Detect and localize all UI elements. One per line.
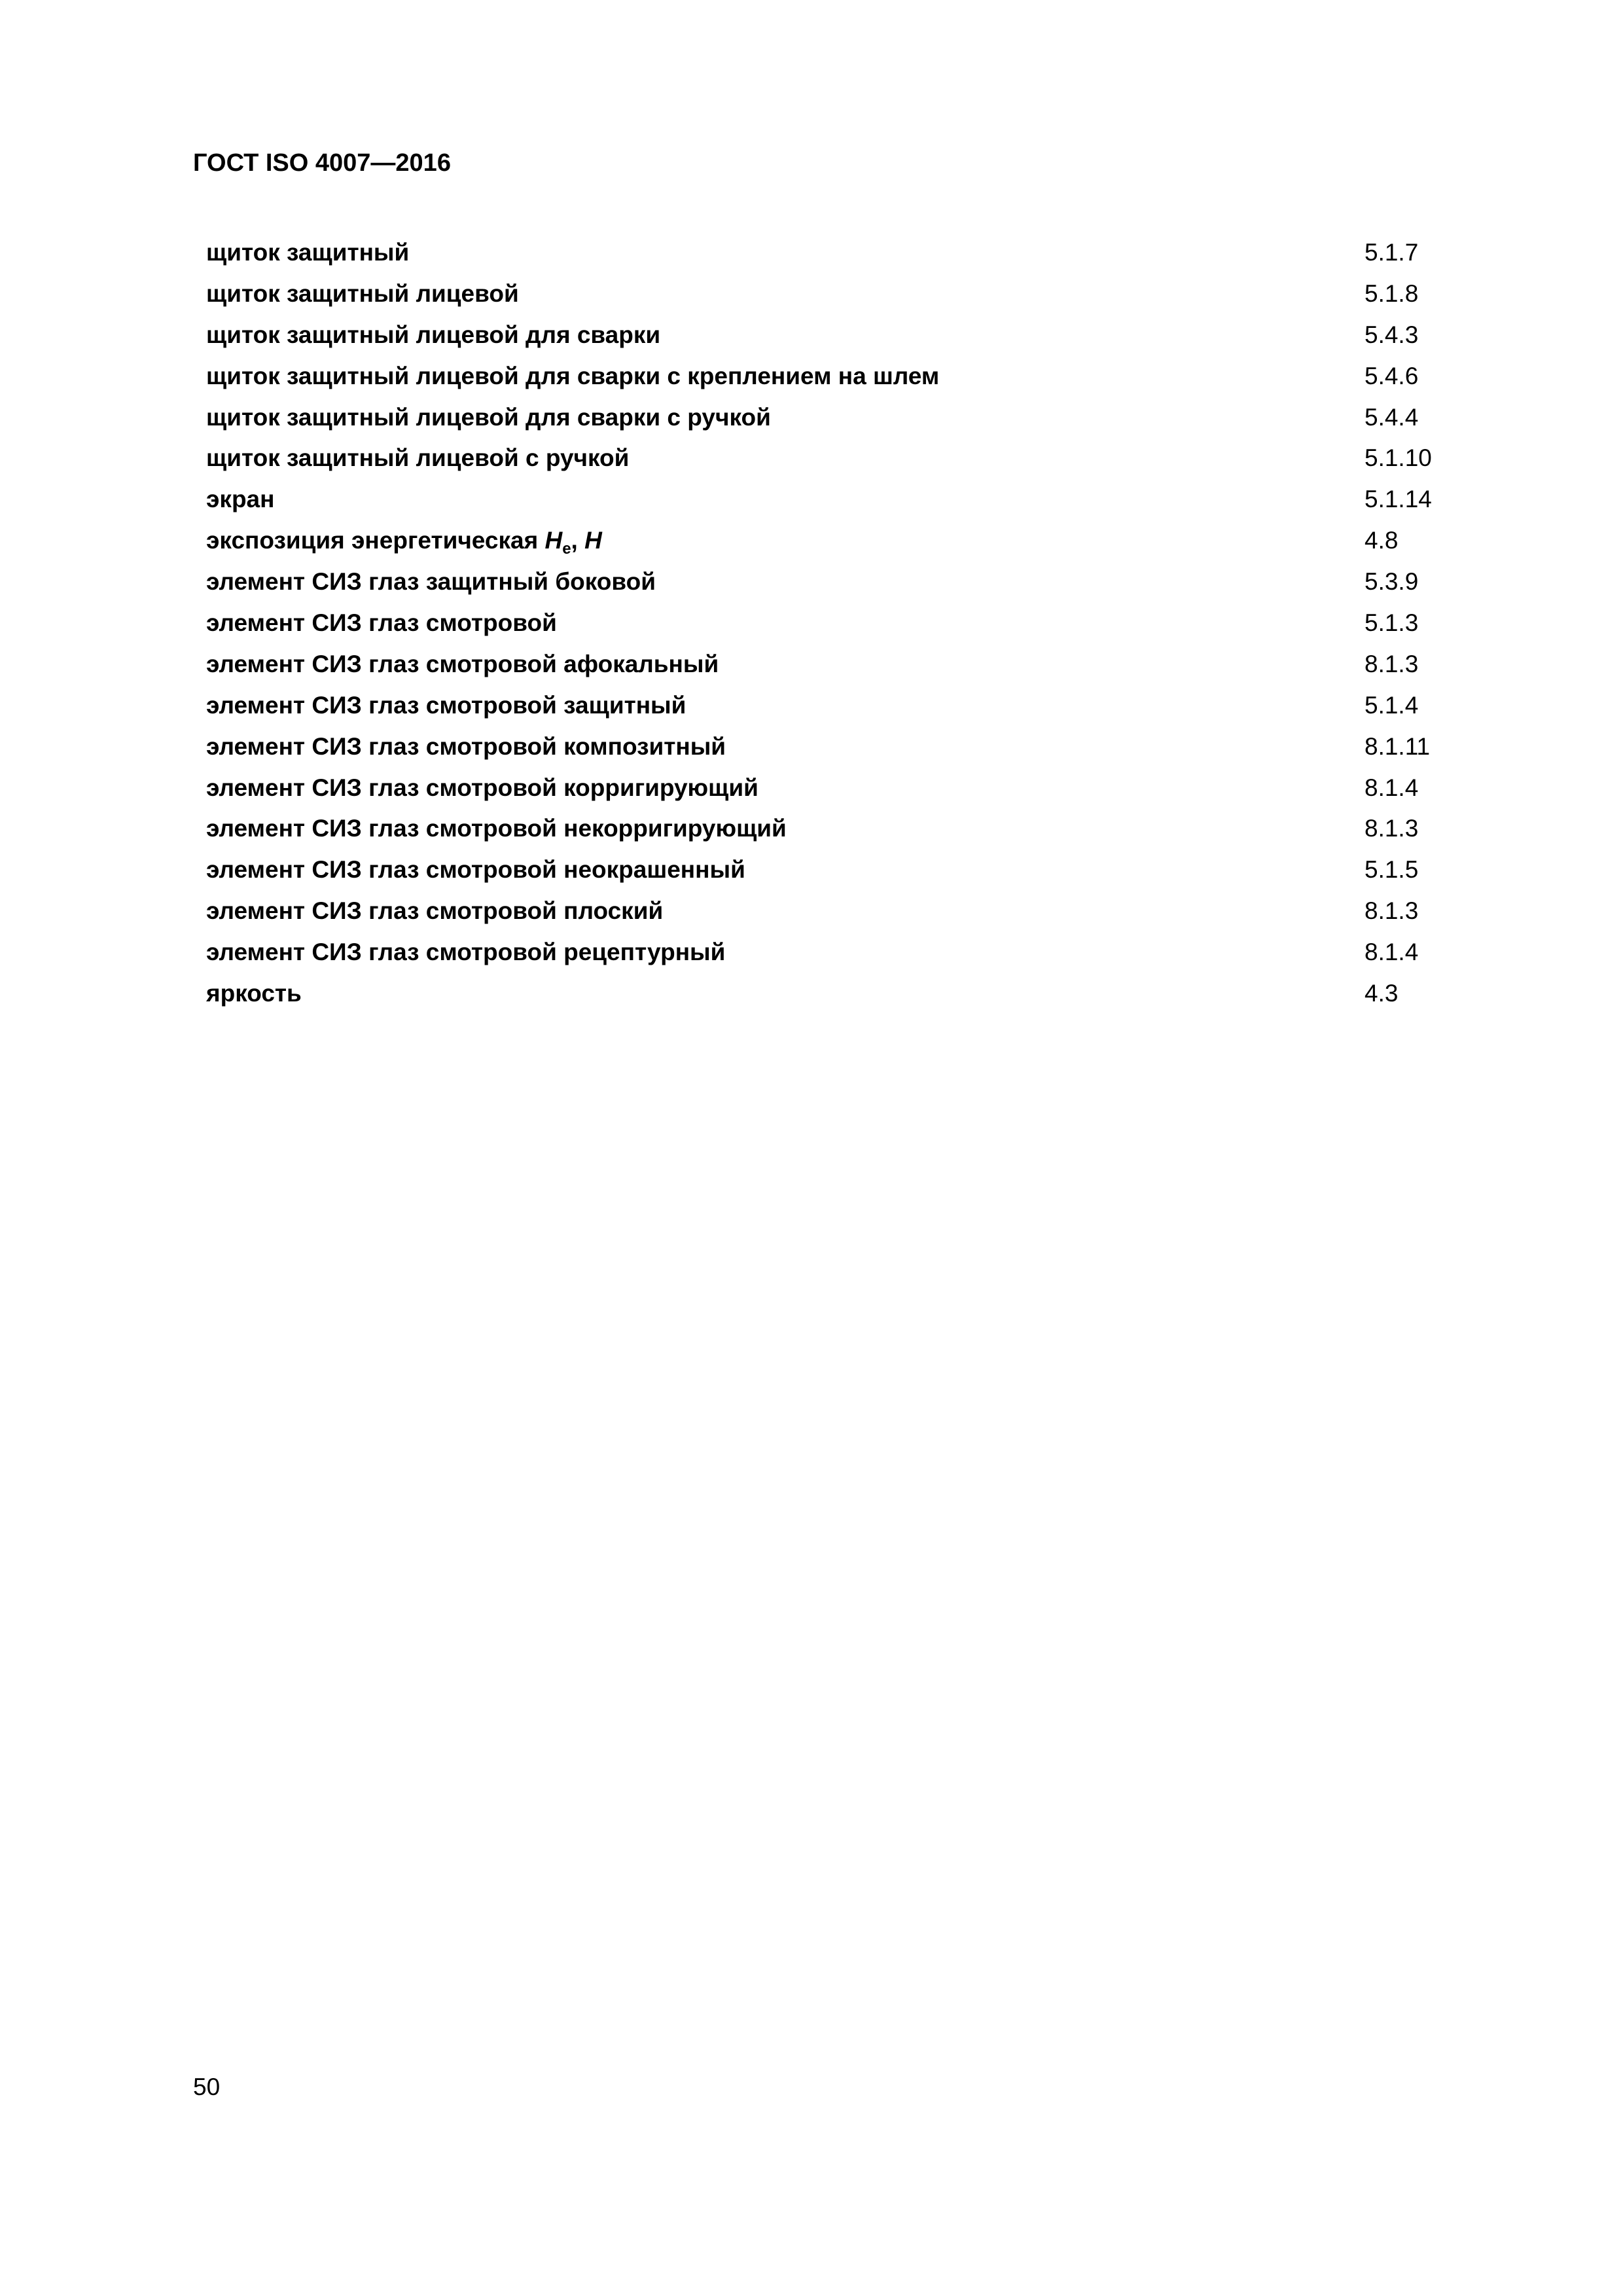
index-term: элемент СИЗ глаз смотровой некорригирующий — [206, 815, 787, 842]
index-entry — [206, 768, 1482, 809]
index-ref: 5.1.14 — [1364, 486, 1432, 513]
index-term: элемент СИЗ глаз смотровой рецептурный — [206, 939, 726, 966]
symbol-h-alt: H — [584, 527, 602, 554]
index-ref: 5.1.8 — [1364, 279, 1419, 307]
index-entry — [206, 932, 1482, 973]
index-entry — [206, 562, 1482, 603]
index-entry — [206, 479, 1482, 520]
index-term: щиток защитный лицевой для сварки с ручкой — [206, 403, 771, 431]
symbol-separator: , — [571, 527, 585, 554]
page-header: ГОСТ ISO 4007—2016 — [193, 149, 451, 177]
index-ref: 5.4.3 — [1364, 321, 1419, 348]
index-ref: 8.1.11 — [1364, 732, 1431, 760]
symbol-subscript: e — [562, 540, 571, 558]
index-term: элемент СИЗ глаз смотровой — [206, 609, 557, 637]
index-ref: 5.4.6 — [1364, 362, 1419, 389]
index-term: элемент СИЗ глаз смотровой защитный — [206, 691, 687, 719]
index-entry — [206, 850, 1482, 891]
index-entry — [206, 808, 1482, 850]
index-ref: 4.8 — [1364, 527, 1399, 554]
index-ref: 5.4.4 — [1364, 403, 1419, 431]
index-term: элемент СИЗ глаз защитный боковой — [206, 568, 656, 596]
index-entry — [206, 438, 1482, 479]
index-ref: 5.1.7 — [1364, 239, 1419, 266]
page-number: 50 — [193, 2073, 221, 2100]
index-list — [206, 232, 1482, 1014]
index-ref: 5.3.9 — [1364, 568, 1419, 596]
index-entry — [206, 973, 1482, 1014]
index-ref: 5.1.10 — [1364, 444, 1432, 472]
index-ref: 8.1.4 — [1364, 939, 1419, 966]
index-entry — [206, 726, 1482, 768]
index-ref: 5.1.5 — [1364, 856, 1419, 884]
index-term: щиток защитный лицевой с ручкой — [206, 444, 630, 472]
index-term: щиток защитный лицевой для сварки — [206, 321, 661, 348]
index-term: элемент СИЗ глаз смотровой афокальный — [206, 650, 719, 677]
index-ref: 8.1.3 — [1364, 897, 1419, 925]
index-ref: 8.1.3 — [1364, 815, 1419, 842]
index-entry — [206, 644, 1482, 685]
index-term: щиток защитный лицевой — [206, 279, 519, 307]
index-entry — [206, 685, 1482, 726]
index-entry — [206, 232, 1482, 274]
index-term: элемент СИЗ глаз смотровой композитный — [206, 732, 726, 760]
symbol-h: H — [544, 527, 563, 554]
index-ref: 8.1.4 — [1364, 774, 1419, 801]
index-ref: 5.1.4 — [1364, 691, 1419, 719]
index-ref: 8.1.3 — [1364, 650, 1419, 677]
index-term — [206, 520, 602, 562]
index-ref: 5.1.3 — [1364, 609, 1419, 637]
index-term: яркость — [206, 980, 302, 1007]
index-entry — [206, 603, 1482, 644]
index-ref: 4.3 — [1364, 980, 1399, 1007]
index-entry — [206, 520, 1482, 562]
index-entry — [206, 891, 1482, 932]
index-term: элемент СИЗ глаз смотровой неокрашенный — [206, 856, 745, 884]
index-term: щиток защитный — [206, 239, 410, 266]
index-entry — [206, 315, 1482, 356]
index-term: элемент СИЗ глаз смотровой плоский — [206, 897, 664, 925]
index-term: экран — [206, 486, 275, 513]
index-entry — [206, 397, 1482, 439]
index-term: элемент СИЗ глаз смотровой корригирующий — [206, 774, 758, 801]
index-entry — [206, 356, 1482, 397]
index-term: щиток защитный лицевой для сварки с креплением на шлем — [206, 362, 940, 389]
index-term-text: экспозиция энергетическая — [206, 527, 545, 554]
index-entry — [206, 274, 1482, 315]
